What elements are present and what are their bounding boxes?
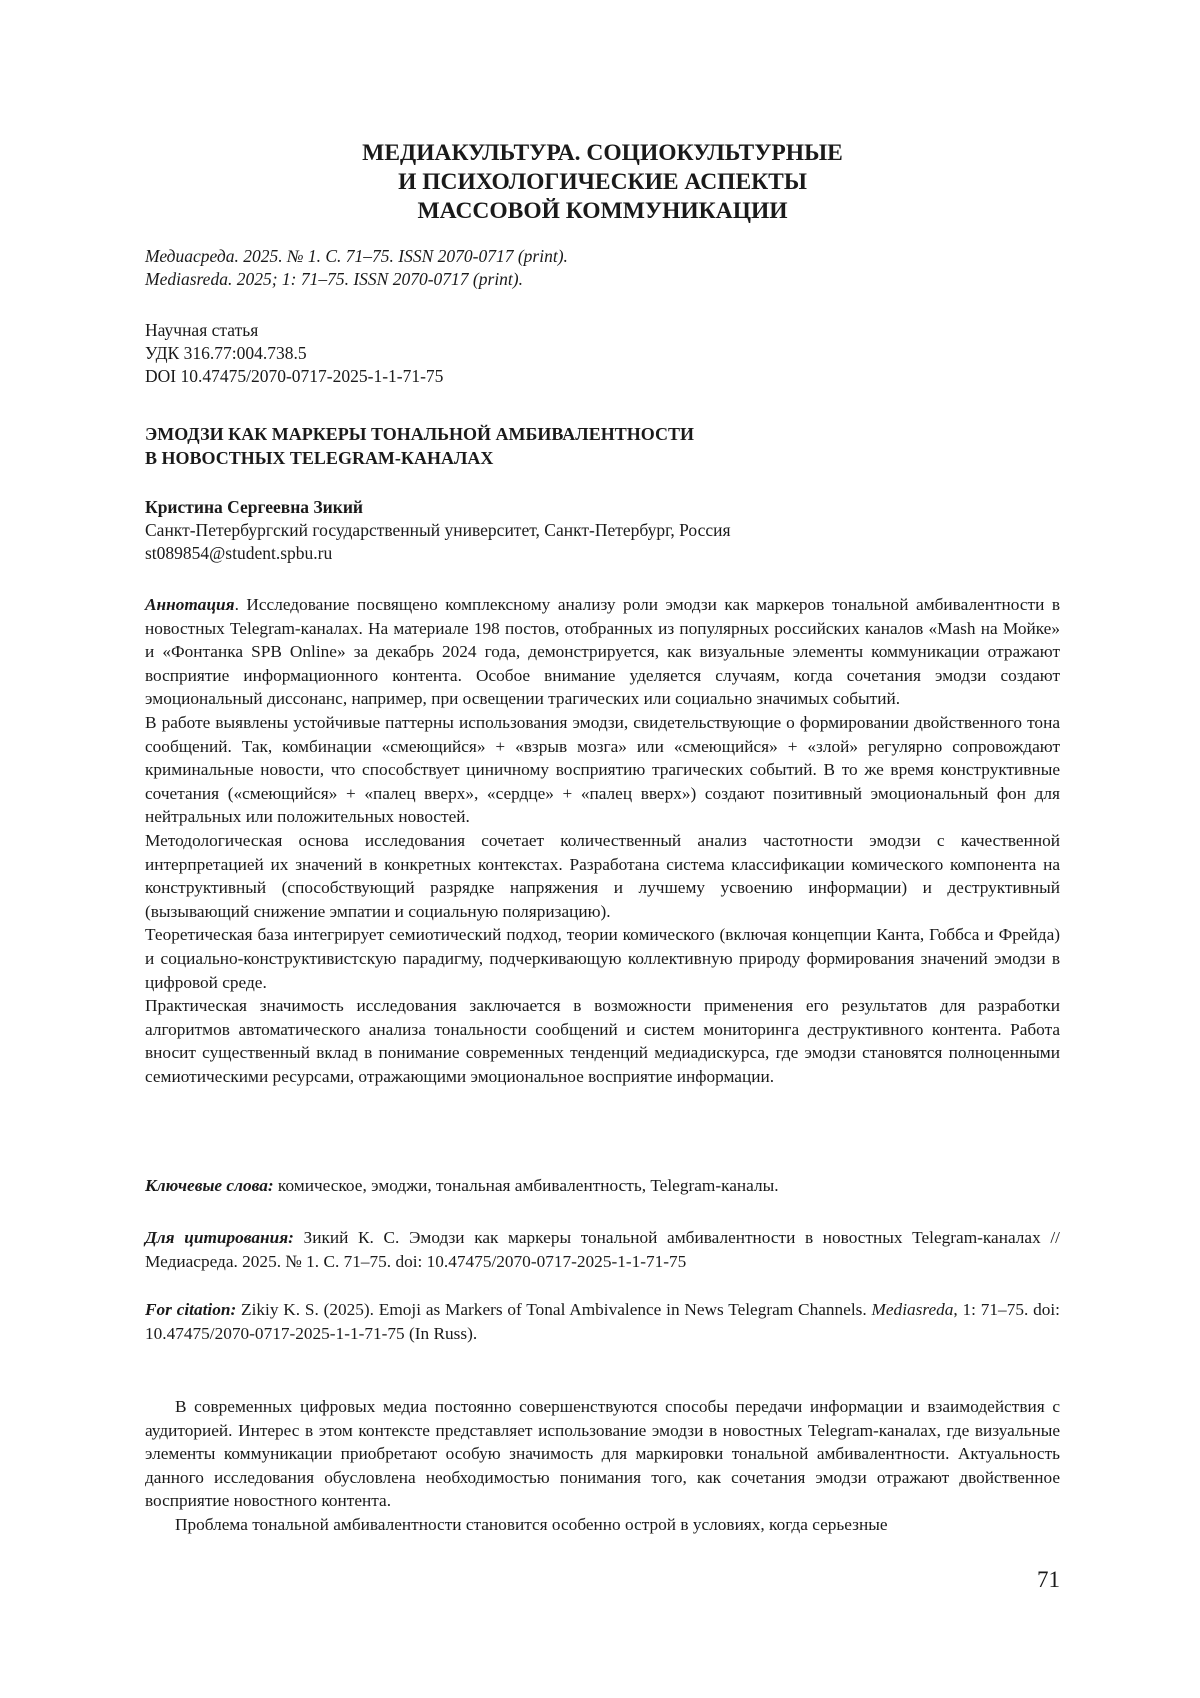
article-meta xyxy=(145,319,443,388)
author-affiliation: Санкт-Петербургский государственный университет, Санкт-Петербург, Россия xyxy=(145,520,731,540)
keywords-label: Ключевые слова: xyxy=(145,1176,274,1195)
section-title-line: МАССОВОЙ КОММУНИКАЦИИ xyxy=(417,198,788,224)
abstract-paragraph: В работе выявлены устойчивые паттерны использования эмодзи, свидетельствующие о формировании двойственного тона сообщений. Так, комбинации «смеющийся» + «взрыв мозга» или «смеющийся» + «злой» регулярно сопровождают криминальные новости, что способствует циничному восприятию трагических событий. В то же время конструктивные сочетания («смеющийся» + «палец вверх», «сердце» + «палец вверх») создают позитивный эмоциональный фон для нейтральных или положительных новостей. xyxy=(145,712,1060,827)
page-number: 71 xyxy=(1037,1567,1060,1592)
citation-en-text-after: , 1: 71–75. doi: 10.47475/2070-0717-2025-1-1-71-75 (In Russ). xyxy=(145,1300,1060,1343)
keywords-text: комическое, эмоджи, тональная амбивалентность, Telegram-каналы. xyxy=(273,1176,779,1195)
abstract xyxy=(145,593,1060,1088)
body-paragraph: Проблема тональной амбивалентности становится особенно острой в условиях, когда серьезные xyxy=(175,1514,888,1534)
citation-ru-label: Для цитирования: xyxy=(145,1228,294,1247)
journal-reference xyxy=(145,245,568,291)
journal-reference-ru: Медиасреда. 2025. № 1. С. 71–75. ISSN 2070-0717 (print). xyxy=(145,246,568,266)
section-title-line: МЕДИАКУЛЬТУРА. СОЦИОКУЛЬТУРНЫЕ xyxy=(362,140,843,166)
journal-reference-en: Mediasreda. 2025; 1: 71–75. ISSN 2070-0717 (print). xyxy=(145,269,523,289)
citation-en-text: Zikiy K. S. (2025). Emoji as Markers of Tonal Ambivalence in News Telegram Channels. xyxy=(236,1300,872,1319)
body-text xyxy=(145,1395,1060,1537)
doi: DOI 10.47475/2070-0717-2025-1-1-71-75 xyxy=(145,366,444,386)
abstract-text: . Исследование посвящено комплексному анализу роли эмодзи как маркеров тональной амбивалентности в новостных Telegram-каналах. На материале 198 постов, отобранных из популярных российских каналов «Mash на Мойке» и «Фонтанка SPB Online» за декабрь 2024 года, демонстрируется, как визуальные элементы коммуникации отражают восприятие информационного контента. Особое внимание уделяется случаям, когда сочетания эмодзи создают эмоциональный диссонанс, например, при освещении трагических или социально значимых событий. xyxy=(145,595,1060,709)
citation-en xyxy=(145,1298,1060,1345)
article-title xyxy=(145,422,694,470)
article-type: Научная статья xyxy=(145,320,259,340)
section-title-line: И ПСИХОЛОГИЧЕСКИЕ АСПЕКТЫ xyxy=(398,169,807,195)
citation-en-label: For citation: xyxy=(145,1300,237,1319)
citation-ru xyxy=(145,1226,1060,1273)
citation-ru-text: Зикий К. С. Эмодзи как маркеры тональной амбивалентности в новостных Telegram-каналах // Медиасреда. 2025. № 1. С. 71–75. doi: 10.47475/2070-0717-2025-1-1-71-75 xyxy=(145,1228,1060,1271)
abstract-paragraph xyxy=(145,593,1060,711)
author-email: st089854@student.spbu.ru xyxy=(145,543,333,563)
section-title xyxy=(145,139,1060,226)
author-name: Кристина Сергеевна Зикий xyxy=(145,497,363,517)
abstract-paragraph: Методологическая основа исследования сочетает количественный анализ частотности эмодзи с качественной интерпретацией их значений в конкретных контекстах. Разработана система классификации комического компонента на конструктивный (способствующий разрядке напряжения и лучшему усвоению информации) и деструктивный (вызывающий снижение эмпатии и социальную поляризацию). xyxy=(145,830,1060,921)
body-paragraph: В современных цифровых медиа постоянно совершенствуются способы передачи информации и взаимодействия с аудиторией. Интерес в этом контексте представляет использование эмодзи в новостных Telegram-каналах, где визуальные элементы коммуникации приобретают особую значимость для маркировки тональной амбивалентности. Актуальность данного исследования обусловлена необходимостью понимания того, как сочетания эмодзи отражают двойственное восприятие новостного контента. xyxy=(145,1397,1060,1511)
article-title-line: ЭМОДЗИ КАК МАРКЕРЫ ТОНАЛЬНОЙ АМБИВАЛЕНТНОСТИ xyxy=(145,424,694,444)
udk: УДК 316.77:004.738.5 xyxy=(145,343,307,363)
article-title-line: В НОВОСТНЫХ TELEGRAM-КАНАЛАХ xyxy=(145,448,494,468)
citation-en-journal: Mediasreda xyxy=(871,1300,954,1319)
abstract-paragraph: Практическая значимость исследования заключается в возможности применения его результатов для разработки алгоритмов автоматического анализа тональности сообщений и систем мониторинга деструктивного контента. Работа вносит существенный вклад в понимание современных тенденций медиадискурса, где эмодзи становятся полноценными семиотическими ресурсами, отражающими эмоциональное восприятие информации. xyxy=(145,996,1060,1086)
keywords xyxy=(145,1174,1060,1198)
author-block xyxy=(145,496,731,565)
abstract-label: Аннотация xyxy=(145,595,235,614)
abstract-paragraph: Теоретическая база интегрирует семиотический подход, теории комического (включая концепции Канта, Гоббса и Фрейда) и социально-конструктивистскую парадигму, подчеркивающую коллективную природу формирования значений эмодзи в цифровой среде. xyxy=(145,925,1060,992)
